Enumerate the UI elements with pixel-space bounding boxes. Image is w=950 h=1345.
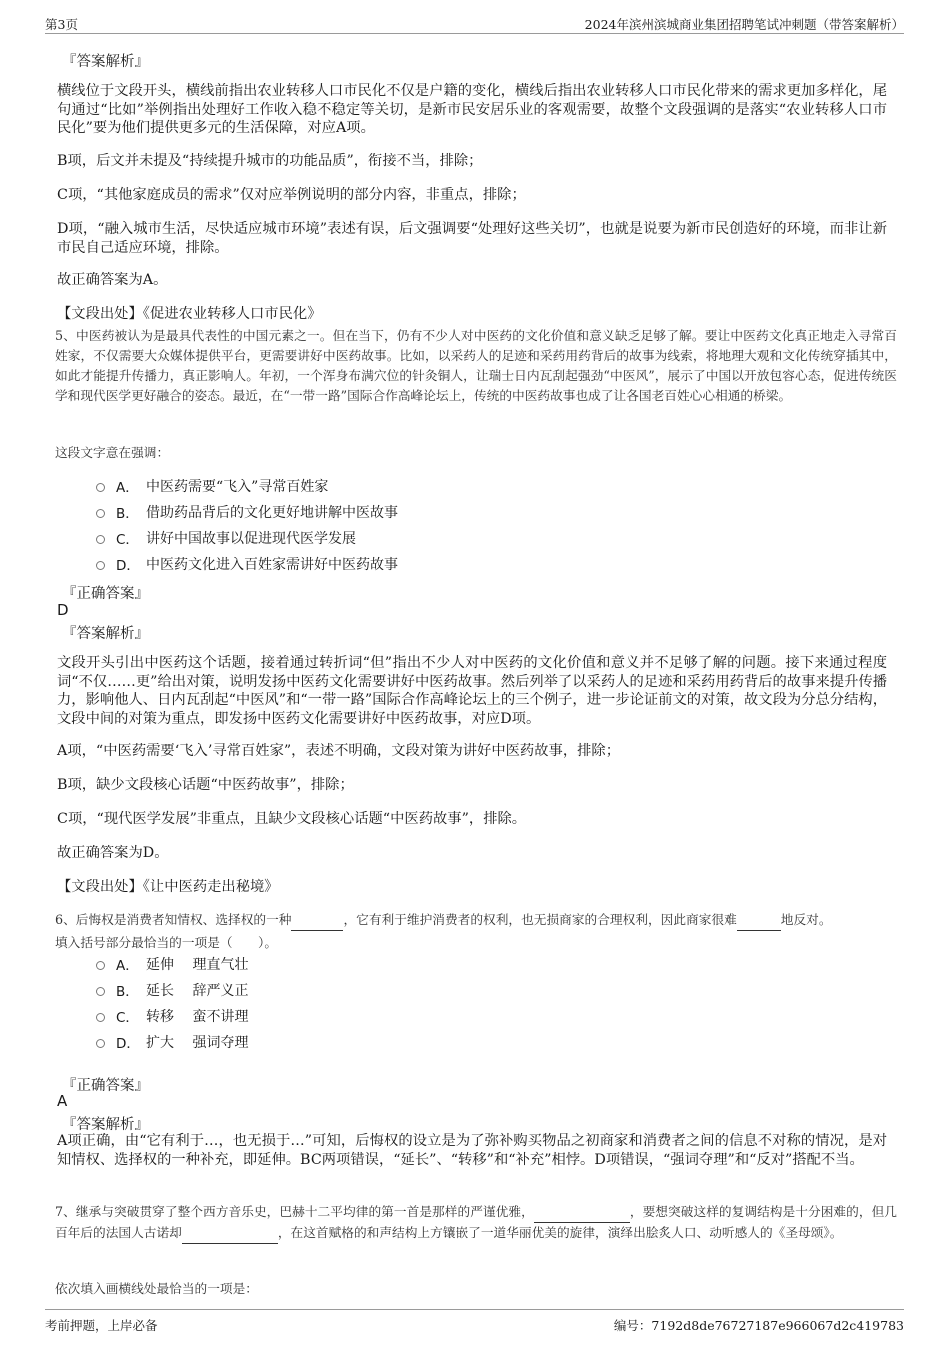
document-id: 编号：7192d8de76727187e966067d2c419783 xyxy=(613,1318,904,1333)
page-header xyxy=(45,13,904,34)
option-key: B． xyxy=(116,506,139,522)
q4-analysis-p3: C项，“其他家庭成员的需求”仅对应举例说明的部分内容，非重点，排除； xyxy=(57,187,526,203)
radio-icon[interactable] xyxy=(96,509,105,518)
option-text: 延伸 理直气壮 xyxy=(146,957,249,973)
q5-question-text: 5、中医药被认为是最具代表性的中国元素之一。但在当下，仍有不少人对中医药的文化价值和意义缺乏足够了解。要让中医药文化真正地走入寻常百姓家，不仅需要大众媒体提供平台，更需要讲好中医药故事。比如，以采药人的足迹和采药用药背后的故事为线索，将地理大观和文化传统穿插其中，如此才能提升传播力，真正影响人。年初，一个浑身布满穴位的针灸铜人，让瑞士日内瓦刮起强劲“中医风”，展示了中国以开放包容心态，促进传统医学和现代医学更好融合的姿态。最近，在“一带一路”国际合作高峰论坛上，传统的中医药故事也成了让各国老百姓心心相通的桥梁。 xyxy=(55,328,897,403)
option-text: 转移 蛮不讲理 xyxy=(146,1009,249,1025)
q6-stem: 填入括号部分最恰当的一项是（ ）。 xyxy=(55,935,278,950)
radio-icon[interactable] xyxy=(96,561,105,570)
q5-analysis-label: 『答案解析』 xyxy=(62,626,149,642)
q5-option-a[interactable] xyxy=(96,476,328,496)
option-text: 中医药文化进入百姓家需讲好中医药故事 xyxy=(146,557,398,573)
q6-question-text: 6、后悔权是消费者知情权、选择权的一种 ，它有利于维护消费者的权利，也无损商家的合理权利，因此商家很难 地反对。 xyxy=(55,910,897,931)
option-text: 中医药需要“飞入”寻常百姓家 xyxy=(146,479,329,495)
q4-analysis-p2: B项，后文并未提及“持续提升城市的功能品质”，衔接不当，排除； xyxy=(57,153,483,169)
q6-analysis: A项正确，由“它有利于…，也无损于…”可知，后悔权的设立是为了弥补购买物品之初商家和消费者之间的信息不对称的情况，是对知情权、选择权的一种补充，即延伸。BC两项错误，“延长”、“转移”和“补充”相悖。D项错误，“强词夺理”和“反对”搭配不当。 xyxy=(57,1133,887,1168)
page-number: 第3页 xyxy=(45,17,78,32)
option-key: C． xyxy=(116,1010,139,1026)
q5-analysis-p1: 文段开头引出中医药这个话题，接着通过转折词“但”指出不少人对中医药的文化价值和意义并不足够了解的问题。接下来通过程度词“不仅……更”给出对策，说明发扬中医药文化需要讲好中医药故事。然后列举了以采药人的足迹和采药用药背后的故事来提升传播力，影响他人、日内瓦刮起“中医风”和“一带一路”国际合作高峰论坛上的三个例子，进一步论证前文的对策，故文段为分总分结构，文段中间的对策为重点，即发扬中医药文化需要讲好中医药故事，对应D项。 xyxy=(57,655,887,727)
q5-option-c[interactable] xyxy=(96,528,356,548)
q5-source: 【文段出处】《让中医药走出秘境》 xyxy=(57,879,279,895)
radio-icon[interactable] xyxy=(96,1039,105,1048)
q4-conclusion: 故正确答案为A。 xyxy=(57,272,168,288)
radio-icon[interactable] xyxy=(96,961,105,970)
q6-option-a[interactable] xyxy=(96,954,248,974)
page-footer xyxy=(45,1309,904,1334)
q4-analysis-p1: 横线位于文段开头，横线前指出农业转移人口市民化不仅是户籍的变化，横线后指出农业转移人口市民化带来的需求更加多样化，尾句通过“比如”举例指出处理好工作收入稳不稳定等关切，是新市民安居乐业的客观需要，故整个文段强调的是落实“农业转移人口市民化”要为他们提供更多元的生活保障，对应A项。 xyxy=(57,83,887,136)
option-text: 延长 辞严义正 xyxy=(146,983,249,999)
option-key: D． xyxy=(116,1036,140,1052)
q5-analysis-p3: B项，缺少文段核心话题“中医药故事”，排除； xyxy=(57,777,354,793)
q5-option-b[interactable] xyxy=(96,502,398,522)
q4-analysis-label: 『答案解析』 xyxy=(62,54,149,70)
q5-answer: D xyxy=(57,601,69,619)
option-text: 讲好中国故事以促进现代医学发展 xyxy=(146,531,356,547)
radio-icon[interactable] xyxy=(96,483,105,492)
q5-stem: 这段文字意在强调： xyxy=(55,445,170,460)
answer-blank xyxy=(534,1202,630,1223)
option-key: A． xyxy=(116,480,139,496)
q6-analysis-label: 『答案解析』 xyxy=(62,1117,149,1133)
q7-question-text: 7、继承与突破贯穿了整个西方音乐史，巴赫十二平均律的第一首是那样的严谨优雅， ，要想突破这样的复调结构是十分困难的，但几百年后的法国人古诺却 ，在这首赋格的和声结构上方镶嵌了一道华丽优美的旋律，演绎出脍炙人口、动听感人的《圣母颂》。 xyxy=(55,1202,897,1244)
document-title: 2024年滨州滨城商业集团招聘笔试冲刺题（带答案解析） xyxy=(584,17,904,32)
option-text: 扩大 强词夺理 xyxy=(146,1035,249,1051)
answer-blank xyxy=(291,910,343,931)
radio-icon[interactable] xyxy=(96,1013,105,1022)
q5-option-d[interactable] xyxy=(96,554,398,574)
answer-blank xyxy=(182,1223,278,1244)
q5-answer-label: 『正确答案』 xyxy=(62,586,149,602)
q7-stem: 依次填入画横线处最恰当的一项是： xyxy=(55,1281,258,1296)
option-key: A． xyxy=(116,958,139,974)
radio-icon[interactable] xyxy=(96,535,105,544)
answer-blank xyxy=(737,910,781,931)
q6-option-d[interactable] xyxy=(96,1032,248,1052)
q6-answer-label: 『正确答案』 xyxy=(62,1078,149,1094)
option-text: 借助药品背后的文化更好地讲解中医故事 xyxy=(146,505,398,521)
q6-answer: A xyxy=(57,1092,68,1110)
option-key: D． xyxy=(116,558,140,574)
q6-option-b[interactable] xyxy=(96,980,248,1000)
q5-analysis-p4: C项，“现代医学发展”非重点，且缺少文段核心话题“中医药故事”，排除。 xyxy=(57,811,527,827)
q4-analysis-p4: D项，“融入城市生活，尽快适应城市环境”表述有误，后文强调要“处理好这些关切”，也就是说要为新市民创造好的环境，而非让新市民自己适应环境，排除。 xyxy=(57,221,887,256)
option-key: C． xyxy=(116,532,139,548)
q5-analysis-p2: A项，“中医药需要‘飞入’寻常百姓家”，表述不明确，文段对策为讲好中医药故事，排除； xyxy=(57,743,621,759)
q5-conclusion: 故正确答案为D。 xyxy=(57,845,169,861)
q4-source: 【文段出处】《促进农业转移人口市民化》 xyxy=(57,306,322,322)
footer-slogan: 考前押题，上岸必备 xyxy=(45,1318,158,1333)
radio-icon[interactable] xyxy=(96,987,105,996)
option-key: B． xyxy=(116,984,139,1000)
q6-option-c[interactable] xyxy=(96,1006,248,1026)
